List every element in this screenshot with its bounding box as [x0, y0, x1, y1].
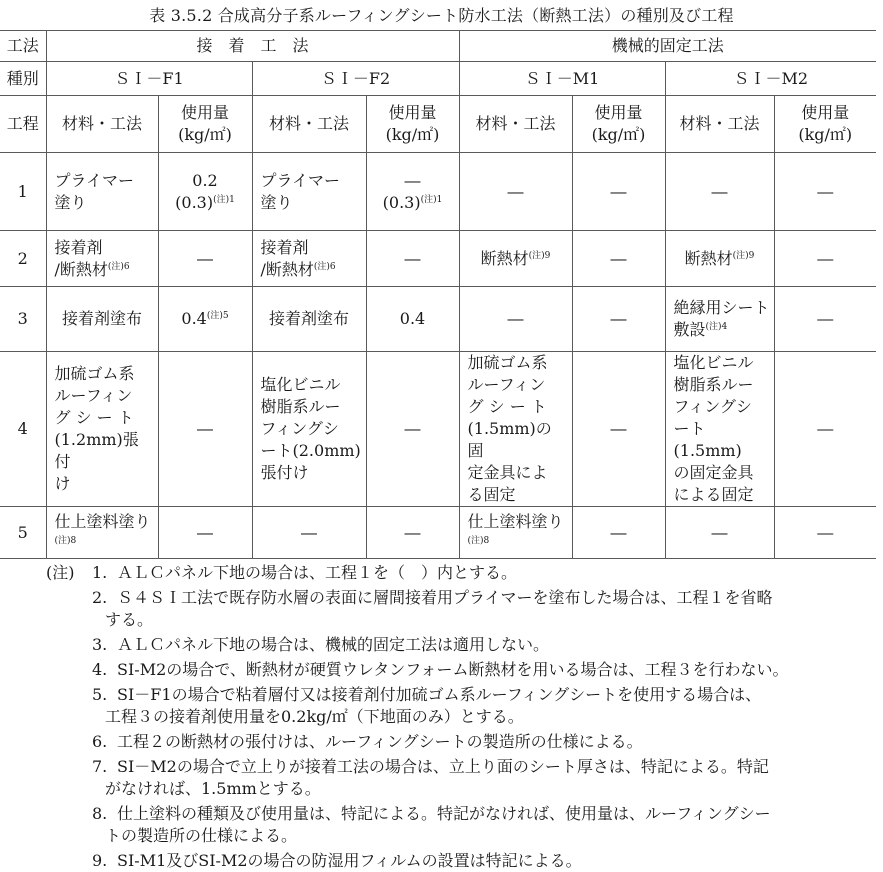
f2-material: ― — [252, 507, 366, 559]
note-item — [0, 731, 883, 753]
note-text: 仕上塗料の種類及び使用量は、特記による。特記がなければ、使用量は、ルーフィングシー — [117, 804, 771, 823]
note-number: 1. — [92, 563, 108, 582]
note-item — [0, 562, 883, 584]
note-item — [0, 659, 883, 681]
m2-material: ― — [665, 507, 774, 559]
type-si-f2: ＳＩ－F2 — [252, 62, 459, 96]
header-step: 工程 — [0, 96, 46, 153]
table-title: 表 3.5.2 合成高分子系ルーフィングシート防水工法（断熱工法）の種別及び工程 — [149, 6, 734, 25]
m2-material: 塩化ビニル 樹脂系ルー フィングシ ート(1.5mm) の固定金具 による固定 — [665, 352, 774, 507]
m2-material: 絶縁用シート 敷設$^{(注)4}$ — [665, 287, 774, 352]
f1-material: プライマー 塗り — [46, 153, 158, 231]
table-row — [0, 287, 876, 352]
note-item — [0, 850, 883, 872]
f1-usage-header: 使用量 (kg/㎡) — [158, 96, 252, 153]
notes-section — [0, 562, 883, 872]
m1-usage-header: 使用量 (kg/㎡) — [572, 96, 665, 153]
note-text-continued: する。 — [105, 610, 154, 629]
type-row — [0, 62, 876, 96]
type-si-m1: ＳＩ－M1 — [459, 62, 665, 96]
f2-usage: 0.4 — [366, 287, 459, 352]
note-number: 3. — [92, 635, 108, 654]
note-number: 6. — [92, 732, 108, 751]
method-mechanical: 機械的固定工法 — [459, 31, 876, 62]
process-table — [0, 30, 876, 559]
f1-usage: ― — [158, 507, 252, 559]
header-type: 種別 — [0, 62, 46, 96]
note-ref: (注)9 — [528, 250, 551, 261]
type-si-f1: ＳＩ－F1 — [46, 62, 252, 96]
f1-material: 仕上塗料塗り $^{(注)8}$ — [46, 507, 158, 559]
note-item — [0, 803, 883, 847]
f2-usage: ― — [366, 231, 459, 287]
m2-usage: ― — [774, 352, 876, 507]
method-adhesive: 接 着 工 法 — [46, 31, 459, 62]
m2-usage: ― — [774, 153, 876, 231]
f1-material: 接着剤塗布 — [46, 287, 158, 352]
table-row — [0, 153, 876, 231]
table-row — [0, 231, 876, 287]
f2-material: 接着剤塗布 — [252, 287, 366, 352]
f2-usage: ― — [366, 352, 459, 507]
table-row — [0, 352, 876, 507]
m2-usage-header: 使用量 (kg/㎡) — [774, 96, 876, 153]
f1-material: 加硫ゴム系 ルーフィン グ シ ー ト (1.2mm)張付 け — [46, 352, 158, 507]
f2-usage-header: 使用量 (kg/㎡) — [366, 96, 459, 153]
m2-usage: ― — [774, 287, 876, 352]
note-text-continued: 工程３の接着剤使用量を0.2kg/㎡（下地面のみ）とする。 — [105, 707, 524, 726]
step-number: 4 — [0, 352, 46, 507]
note-item — [0, 684, 883, 728]
m2-usage: ― — [774, 231, 876, 287]
m2-material: 断熱材$^{(注)9}$ — [665, 231, 774, 287]
note-text: Ｓ４ＳＩ工法で既存防水層の表面に層間接着用プライマーを塗布した場合は、工程１を省略 — [117, 588, 773, 607]
note-ref: (注)6 — [313, 261, 336, 272]
m1-material: ― — [459, 153, 572, 231]
note-text: ＡＬＣパネル下地の場合は、工程１を（ ）内とする。 — [117, 563, 518, 582]
header-method: 工法 — [0, 31, 46, 62]
m1-material-header: 材料・工法 — [459, 96, 572, 153]
note-number: 7. — [92, 757, 108, 776]
note-number: 8. — [92, 804, 108, 823]
table-row — [0, 507, 876, 559]
m1-usage: ― — [572, 352, 665, 507]
note-text-continued: トの製造所の仕様による。 — [105, 826, 298, 845]
column-header-row — [0, 96, 876, 153]
step-number: 3 — [0, 287, 46, 352]
m1-material: ― — [459, 287, 572, 352]
m1-material: 仕上塗料塗り $^{(注)8}$ — [459, 507, 572, 559]
note-ref: (注)4 — [705, 322, 728, 332]
f1-usage: ― — [158, 231, 252, 287]
note-ref: (注)5 — [206, 311, 229, 321]
note-number: 2. — [92, 588, 108, 607]
m2-material: ― — [665, 153, 774, 231]
f2-material: 接着剤 /断熱材$^{(注)6}$ — [252, 231, 366, 287]
f1-usage: ― — [158, 352, 252, 507]
m1-usage: ― — [572, 153, 665, 231]
note-ref: (注)8 — [54, 535, 77, 546]
method-row — [0, 31, 876, 62]
note-ref: (注)1 — [420, 194, 443, 205]
m1-usage: ― — [572, 287, 665, 352]
note-text: SI-M1及びSI-M2の場合の防湿用フィルムの設置は特記による。 — [117, 851, 582, 870]
step-number: 5 — [0, 507, 46, 559]
note-ref: (注)9 — [732, 250, 755, 261]
note-number: 5. — [92, 685, 108, 704]
note-text: SI-M2の場合で、断熱材が硬質ウレタンフォーム断熱材を用いる場合は、工程３を行わない。 — [117, 660, 789, 679]
type-si-m2: ＳＩ－M2 — [665, 62, 876, 96]
f1-material-header: 材料・工法 — [46, 96, 158, 153]
m2-material-header: 材料・工法 — [665, 96, 774, 153]
note-text: SI－M2の場合で立上りが接着工法の場合は、立上り面のシート厚さは、特記による。特記 — [117, 757, 769, 776]
f1-usage: 0.2 $(0.3)^{(注)1}$ — [158, 153, 252, 231]
f2-material: 塩化ビニル 樹脂系ルー フィングシ ート(2.0mm) 張付け — [252, 352, 366, 507]
step-number: 1 — [0, 153, 46, 231]
note-text: 工程２の断熱材の張付けは、ルーフィングシートの製造所の仕様による。 — [117, 732, 643, 751]
m2-usage: ― — [774, 507, 876, 559]
notes-lead: (注) — [46, 563, 75, 582]
f1-material: 接着剤 /断熱材$^{(注)6}$ — [46, 231, 158, 287]
m1-material: 加硫ゴム系 ルーフィン グ シ ー ト (1.5mm)の固 定金具によ る固定 — [459, 352, 572, 507]
note-text-continued: がなければ、1.5mmとする。 — [105, 779, 321, 798]
step-number: 2 — [0, 231, 46, 287]
note-item — [0, 756, 883, 800]
m1-usage: ― — [572, 507, 665, 559]
f1-usage: $0.4^{(注)5}$ — [158, 287, 252, 352]
m1-material: 断熱材$^{(注)9}$ — [459, 231, 572, 287]
note-text: ＡＬＣパネル下地の場合は、機械的固定工法は適用しない。 — [117, 635, 550, 654]
note-ref: (注)6 — [107, 261, 130, 272]
m1-usage: ― — [572, 231, 665, 287]
note-number: 4. — [92, 660, 108, 679]
note-ref: (注)1 — [213, 194, 235, 205]
f2-usage: ― $(0.3)^{(注)1}$ — [366, 153, 459, 231]
note-number: 9. — [92, 851, 108, 870]
note-text: SI－F1の場合で粘着層付又は接着剤付加硫ゴム系ルーフィングシートを使用する場合は、 — [117, 685, 762, 704]
f2-material-header: 材料・工法 — [252, 96, 366, 153]
f2-material: プライマー 塗り — [252, 153, 366, 231]
f2-usage: ― — [366, 507, 459, 559]
note-item — [0, 587, 883, 631]
note-item — [0, 634, 883, 656]
note-ref: (注)8 — [467, 535, 490, 546]
